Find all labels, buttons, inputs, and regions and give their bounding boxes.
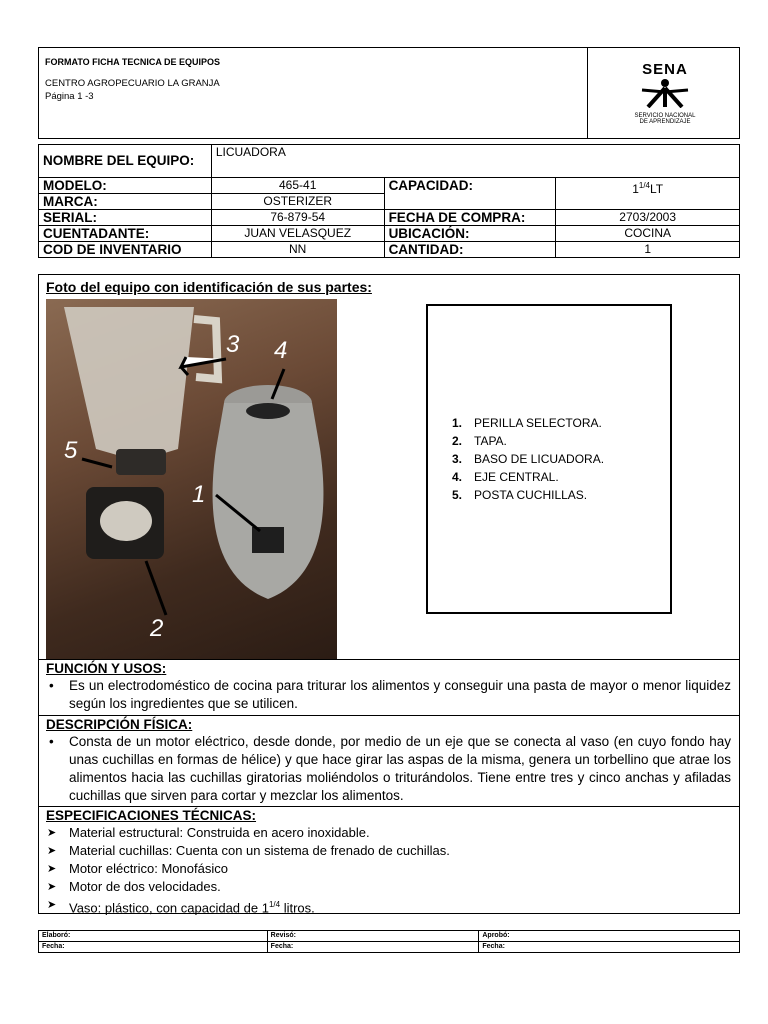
fecha-compra-label: FECHA DE COMPRA: [384,210,556,226]
list-item: 4. EJE CENTRAL. [452,470,559,484]
table-row [39,178,740,194]
funcion-section [38,659,740,716]
marker-2: 2 [150,615,164,642]
list-item: ➤ Vaso: plástico, con capacidad de $1^{1/4}$ litros. [69,896,731,917]
funcion-title: FUNCIÓN Y USOS: [46,661,167,676]
equipment-specs-table [38,144,740,258]
modelo-label: MODELO: [39,178,212,194]
especificaciones-section [38,806,740,914]
especificaciones-title: ESPECIFICACIONES TÉCNICAS: [46,808,257,823]
table-row [39,942,740,953]
logo-line-1: SERVICIO NACIONAL [634,113,696,119]
table-row [39,931,740,942]
funcion-text: • Es un electrodoméstico de cocina para triturar los alimentos y conseguir una pasta de mayor o menor liquidez según los ingredientes que se utilicen. [69,677,731,713]
list-item: ➤ Material estructural: Construida en acero inoxidable. [69,824,731,842]
list-item: ➤ Motor eléctrico: Monofásico [69,860,731,878]
list-item: ➤ Material cuchillas: Cuenta con un sistema de frenado de cuchillas. [69,842,731,860]
capacidad-fraction: 1/4 [638,181,650,190]
marca-value: OSTERIZER [211,194,384,210]
elaboro-label: Elaboró: [39,931,268,942]
fecha-label: Fecha: [479,942,740,953]
cuentadante-value: JUAN VELASQUEZ [211,226,384,242]
photo-section-title: Foto del equipo con identificación de sus partes: [46,279,372,295]
cod-inventario-value: NN [211,242,384,258]
descripcion-title: DESCRIPCIÓN FÍSICA: [46,717,193,732]
serial-value: 76-879-54 [211,210,384,226]
especificaciones-list [39,824,739,917]
blender-illustration [46,299,337,659]
sena-logo-icon [628,78,702,108]
cod-inventario-label: COD DE INVENTARIO [39,242,212,258]
table-row [39,242,740,258]
reviso-label: Revisó: [267,931,479,942]
descripcion-section [38,715,740,807]
parts-list [452,414,604,504]
list-item: 5. POSTA CUCHILLAS. [452,488,588,502]
table-row [39,210,740,226]
marker-1: 1 [192,481,206,508]
marker-4: 4 [274,337,288,364]
serial-label: SERIAL: [39,210,212,226]
list-item: 1. PERILLA SELECTORA. [452,416,602,430]
capacidad-value [556,178,740,210]
list-item: 3. BASO DE LICUADORA. [452,452,605,466]
parts-list-box [426,304,672,614]
aprobo-label: Aprobó: [479,931,740,942]
cantidad-label: CANTIDAD: [384,242,556,258]
modelo-value: 465-41 [211,178,384,194]
sena-logo-text: SENA [642,61,688,78]
capacidad-label: CAPACIDAD: [384,178,556,210]
fecha-label: Fecha: [267,942,479,953]
fecha-compra-value: 2703/2003 [556,210,740,226]
nombre-label: NOMBRE DEL EQUIPO: [39,145,212,178]
cantidad-value: 1 [556,242,740,258]
fecha-label: Fecha: [39,942,268,953]
list-item: ➤ Motor de dos velocidades. [69,878,731,896]
ubicacion-label: UBICACIÓN: [384,226,556,242]
logo-line-2: DE APRENDIZAJE [639,119,691,125]
page-number: Página 1 -3 [45,91,94,102]
ubicacion-value: COCINA [556,226,740,242]
document-title: FORMATO FICHA TECNICA DE EQUIPOS [45,57,221,67]
sena-logo [628,61,702,125]
logo-cell [587,47,741,139]
table-row [39,145,740,178]
marca-label: MARCA: [39,194,212,210]
capacidad-base: 1 [632,182,639,196]
nombre-value: LICUADORA [211,145,739,178]
marker-5: 5 [64,437,78,464]
cuentadante-label: CUENTADANTE: [39,226,212,242]
blender-photo [46,299,337,659]
document-header [38,47,740,139]
center-name: CENTRO AGROPECUARIO LA GRANJA [45,78,220,89]
list-item: 2. TAPA. [452,434,507,448]
marker-3: 3 [226,331,240,358]
descripcion-text: • Consta de un motor eléctrico, desde donde, por medio de un eje que se conecta al vaso (en cuyo fondo hay unas cuchillas en formas de hélice) y que hace girar las aspas de la misma, genera un torbellino que atrae los alimentos hacia las cuchillas giratorias moliéndolos o triturándolos. Tiene entre tres y cinco anchas y afiladas cuchillas que sirven para cortar y mezclar los alimentos. [69,733,731,805]
approval-footer [38,930,740,953]
table-row [39,226,740,242]
capacidad-unit: LT [650,182,664,196]
